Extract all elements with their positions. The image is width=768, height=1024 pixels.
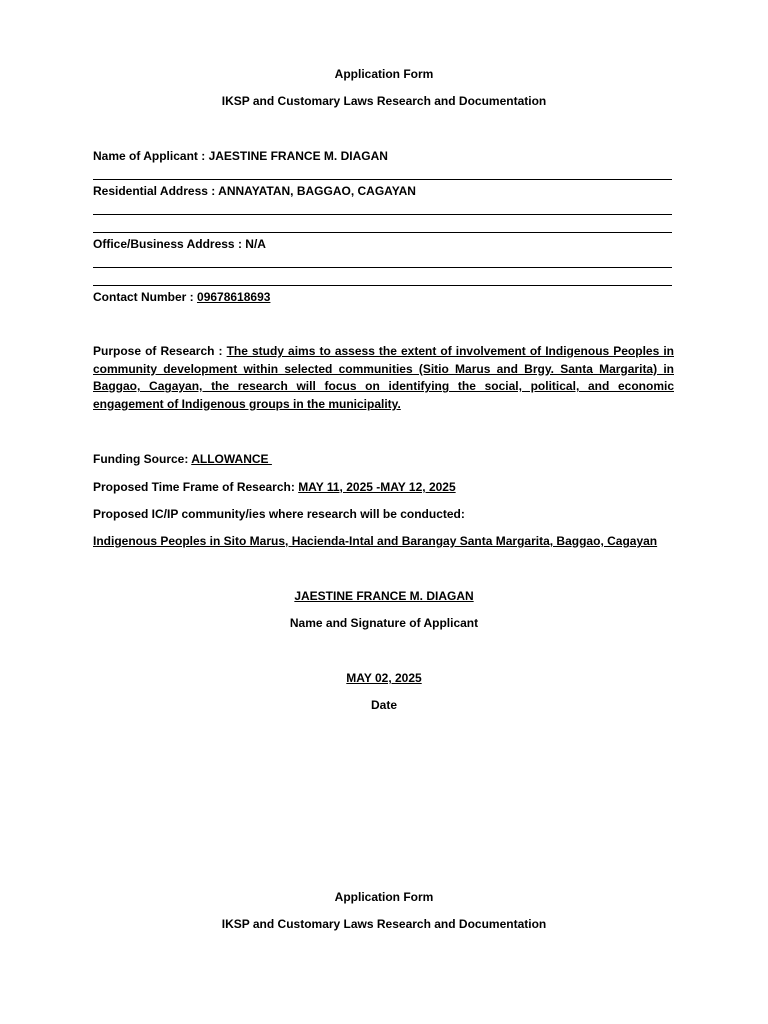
office-address-rule-2 bbox=[93, 285, 672, 286]
date-value: MAY 02, 2025 bbox=[346, 671, 422, 685]
contact-number-row bbox=[93, 290, 270, 304]
time-frame-row bbox=[93, 480, 456, 494]
time-frame-value: MAY 11, 2025 -MAY 12, 2025 bbox=[298, 480, 456, 494]
applicant-name-value: JAESTINE FRANCE M. DIAGAN bbox=[208, 149, 388, 163]
residential-address-row bbox=[93, 184, 416, 198]
funding-source-row bbox=[93, 452, 272, 466]
applicant-name-rule bbox=[93, 179, 672, 180]
signature-name: JAESTINE FRANCE M. DIAGAN bbox=[294, 589, 474, 603]
purpose-of-research bbox=[93, 343, 674, 413]
next-page-title: Application Form bbox=[334, 890, 434, 904]
community-label: Proposed IC/IP community/ies where research will be conducted: bbox=[93, 507, 465, 521]
contact-number-label: Contact Number : bbox=[93, 290, 198, 304]
date-caption: Date bbox=[370, 698, 397, 712]
contact-number-value: 09678618693 bbox=[197, 290, 271, 304]
office-address-rule-1 bbox=[93, 267, 672, 268]
applicant-name-row bbox=[93, 149, 388, 163]
residential-address-value: ANNAYATAN, BAGGAO, CAGAYAN bbox=[218, 184, 416, 198]
funding-source-label: Funding Source: bbox=[93, 452, 192, 466]
date-block bbox=[0, 671, 768, 685]
purpose-label: Purpose of Research : bbox=[93, 344, 227, 358]
signature-block bbox=[0, 589, 768, 603]
form-subtitle: IKSP and Customary Laws Research and Documentation bbox=[221, 94, 547, 108]
residential-address-rule-2 bbox=[93, 232, 672, 233]
office-address-label: Office/Business Address : bbox=[93, 237, 246, 251]
office-address-row bbox=[93, 237, 266, 251]
time-frame-label: Proposed Time Frame of Research: bbox=[93, 480, 299, 494]
signature-caption: Name and Signature of Applicant bbox=[289, 616, 479, 630]
residential-address-rule-1 bbox=[93, 214, 672, 215]
community-value: Indigenous Peoples in Sito Marus, Hacienda-Intal and Barangay Santa Margarita, Baggao, Cagayan bbox=[93, 534, 658, 548]
funding-source-value: ALLOWANCE bbox=[191, 452, 272, 466]
purpose-value: The study aims to assess the extent of involvement of Indigenous Peoples in community development within selected communities (Sitio Marus and Brgy. Santa Margarita) in Baggao, Cagayan, the research will focus on identifying the social, political, and economic engagement of Indigenous groups in the municipality. bbox=[93, 344, 674, 411]
applicant-name-label: Name of Applicant : bbox=[93, 149, 209, 163]
form-title: Application Form bbox=[334, 67, 434, 81]
office-address-value: N/A bbox=[245, 237, 266, 251]
next-page-subtitle: IKSP and Customary Laws Research and Documentation bbox=[221, 917, 547, 931]
residential-address-label: Residential Address : bbox=[93, 184, 219, 198]
